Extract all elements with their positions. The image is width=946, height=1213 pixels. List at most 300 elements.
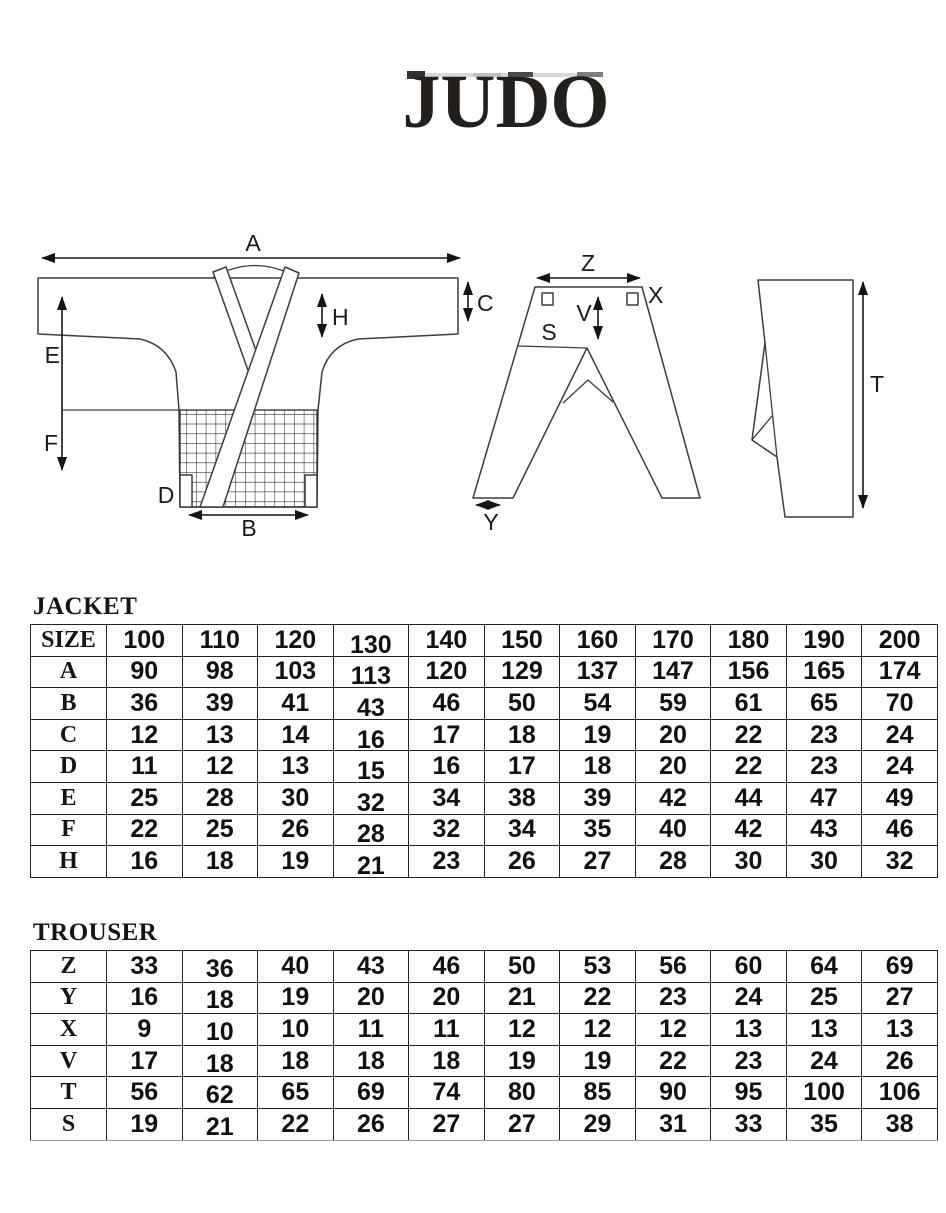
size-header-cell-text: 150 [501, 625, 543, 654]
jacket-value-cell-text: 16 [356, 725, 385, 754]
trouser-value-cell-text: 69 [356, 1078, 385, 1107]
trouser-value-cell [333, 1108, 409, 1140]
trouser-value-cell [258, 1014, 334, 1046]
trouser-value-cell [107, 1045, 183, 1077]
jacket-value-cell [258, 656, 334, 688]
trouser-value-cell-text: 33 [130, 951, 159, 980]
trouser-value-cell [484, 1108, 560, 1140]
jacket-value-cell-text: 59 [659, 688, 687, 717]
trouser-value-cell-text: 19 [508, 1046, 536, 1075]
jacket-value-cell [333, 814, 409, 849]
jacket-value-cell-text: 98 [205, 657, 234, 686]
trouser-value-cell-text: 80 [508, 1078, 536, 1107]
trouser-value-cell-text: 18 [205, 986, 234, 1015]
jacket-value-cell-text: 61 [734, 688, 763, 717]
trouser-value-cell-text: 19 [583, 1046, 612, 1075]
jacket-value-cell [182, 751, 258, 783]
trouser-value-cell-text: 38 [885, 1109, 914, 1138]
jacket-value-cell-text: 25 [130, 783, 159, 812]
dimension-label-B: B [241, 515, 257, 541]
trouser-side-diagram [752, 280, 884, 517]
trouser-value-cell-text: 11 [433, 1014, 460, 1043]
trouser-value-cell [258, 982, 334, 1014]
trouser-value-cell [409, 1014, 485, 1046]
trouser-value-cell [862, 1108, 938, 1140]
trouser-value-cell [107, 951, 183, 983]
dimension-label-S: S [541, 319, 557, 345]
trouser-value-cell-text: 69 [885, 951, 914, 980]
dimension-row-label [31, 814, 107, 846]
dimension-label-V: V [576, 300, 592, 326]
jacket-value-cell [635, 656, 711, 688]
trouser-value-cell [560, 951, 636, 983]
trouser-value-cell-text: 19 [130, 1109, 159, 1138]
size-header-cell-text: 200 [878, 625, 921, 654]
jacket-value-cell-text: 174 [878, 657, 921, 686]
jacket-value-cell-text: 147 [652, 657, 694, 686]
trouser-value-cell [258, 1077, 334, 1109]
jacket-value-cell-text: 15 [356, 757, 385, 786]
trouser-value-cell-text: 95 [734, 1078, 763, 1107]
jacket-value-cell [333, 846, 409, 878]
jacket-value-cell [182, 688, 258, 720]
size-header-cell-text: 180 [727, 625, 770, 654]
jacket-value-cell-text: 28 [205, 783, 234, 812]
jacket-value-cell [409, 656, 485, 688]
jacket-value-cell [711, 656, 787, 688]
trouser-value-cell-text: 13 [734, 1014, 763, 1043]
trouser-value-cell [107, 1077, 183, 1109]
dimension-row-label [31, 782, 107, 814]
trouser-value-cell-text: 18 [356, 1046, 385, 1075]
jacket-value-cell [182, 782, 258, 814]
trouser-size-table [30, 950, 938, 1141]
size-header-cell [182, 625, 258, 657]
trouser-value-cell-text: 20 [356, 983, 385, 1012]
jacket-value-cell [107, 814, 183, 846]
jacket-value-cell [409, 782, 485, 814]
trouser-value-cell-text: 10 [281, 1014, 310, 1043]
jacket-value-cell-text: 28 [356, 820, 385, 849]
jacket-value-cell-text: 90 [130, 657, 159, 686]
jacket-value-cell-text: 20 [659, 720, 687, 749]
jacket-value-cell [484, 719, 560, 751]
jacket-value-cell-text: 32 [356, 788, 385, 817]
jacket-value-cell-text: 26 [281, 815, 310, 844]
size-header-cell [786, 625, 862, 657]
dimension-row-label-text: X [59, 1015, 78, 1042]
jacket-value-cell-text: 19 [281, 846, 310, 875]
jacket-value-cell-text: 46 [885, 815, 914, 844]
size-header-label [31, 625, 107, 657]
jacket-vent-left [180, 475, 192, 507]
trouser-value-cell-text: 64 [810, 951, 838, 980]
jacket-value-cell [258, 782, 334, 814]
jacket-value-cell [635, 751, 711, 783]
jacket-vent-right [305, 475, 317, 507]
jacket-value-cell-text: 65 [810, 688, 838, 717]
trouser-value-cell [786, 1045, 862, 1077]
dimension-row-label-text: F [61, 816, 76, 843]
jacket-value-cell [862, 782, 938, 814]
jacket-value-cell [560, 814, 636, 846]
jacket-value-cell-text: 156 [727, 657, 770, 686]
jacket-value-cell [258, 846, 334, 878]
jacket-value-cell [862, 846, 938, 878]
trouser-value-cell-text: 10 [205, 1017, 234, 1046]
trouser-value-cell-text: 50 [508, 951, 536, 980]
jacket-value-cell [409, 814, 485, 846]
trouser-value-cell-text: 43 [356, 951, 385, 980]
jacket-value-cell [182, 814, 258, 846]
trouser-value-cell [258, 1045, 334, 1077]
jacket-value-cell [711, 782, 787, 814]
trouser-value-cell [182, 951, 258, 983]
size-header-cell [560, 625, 636, 657]
jacket-value-cell [484, 782, 560, 814]
size-header-cell [258, 625, 334, 657]
jacket-value-cell [635, 688, 711, 720]
dimension-row-label [31, 1014, 107, 1046]
trouser-value-cell-text: 22 [281, 1109, 310, 1138]
trouser-value-cell-text: 33 [734, 1109, 763, 1138]
trouser-value-cell [258, 951, 334, 983]
trouser-value-cell [560, 982, 636, 1014]
trouser-value-cell-text: 18 [281, 1046, 310, 1075]
jacket-value-cell-text: 120 [425, 657, 468, 686]
jacket-value-cell-text: 36 [130, 688, 159, 717]
trouser-value-cell-text: 74 [432, 1078, 461, 1107]
size-header-cell [107, 625, 183, 657]
jacket-value-cell-text: 13 [281, 752, 310, 781]
size-header-label-text: SIZE [41, 626, 96, 653]
trouser-value-cell-text: 27 [508, 1109, 536, 1138]
trouser-value-cell-text: 100 [803, 1078, 845, 1107]
trouser-value-cell [711, 1077, 787, 1109]
jacket-value-cell-text: 43 [356, 693, 385, 722]
trouser-value-cell-text: 35 [810, 1109, 838, 1138]
jacket-value-cell-text: 113 [350, 662, 392, 691]
trouser-value-cell-text: 18 [205, 1049, 234, 1078]
jacket-value-cell-text: 22 [734, 752, 763, 781]
jacket-section-heading: JACKET [33, 593, 138, 620]
jacket-value-cell-text: 11 [131, 752, 158, 781]
trouser-value-cell-text: 24 [734, 983, 763, 1012]
trouser-value-cell-text: 36 [205, 954, 234, 983]
jacket-value-cell [333, 751, 409, 786]
trouser-value-cell [862, 1014, 938, 1046]
jacket-value-cell [333, 782, 409, 817]
jacket-value-cell [560, 719, 636, 751]
jacket-value-cell [107, 782, 183, 814]
trouser-value-cell [560, 1045, 636, 1077]
trouser-value-cell [484, 1077, 560, 1109]
trouser-value-cell [635, 951, 711, 983]
dimension-label-E: E [44, 342, 60, 368]
jacket-value-cell [258, 814, 334, 846]
jacket-value-cell-text: 24 [885, 720, 914, 749]
trouser-value-cell-text: 9 [137, 1014, 152, 1043]
trouser-value-cell [333, 1077, 409, 1109]
jacket-value-cell [862, 656, 938, 688]
jacket-value-cell-text: 23 [810, 720, 838, 749]
jacket-value-cell-text: 16 [130, 846, 159, 875]
dimension-row-label-text: S [61, 1110, 76, 1137]
trouser-value-cell-text: 21 [205, 1112, 234, 1141]
trouser-value-cell [560, 1077, 636, 1109]
jacket-value-cell [182, 846, 258, 878]
trouser-value-cell [409, 1045, 485, 1077]
jacket-diagram [38, 230, 494, 541]
size-header-cell-text: 140 [425, 625, 468, 654]
jacket-value-cell [786, 814, 862, 846]
trouser-value-cell-text: 90 [659, 1078, 687, 1107]
dimension-label-Y: Y [483, 509, 499, 535]
dimension-row-label-text: Y [59, 984, 78, 1011]
trouser-value-cell-text: 21 [508, 983, 536, 1012]
dimension-row-label-text: B [60, 689, 77, 716]
jacket-value-cell [333, 688, 409, 720]
trouser-value-cell [635, 1045, 711, 1077]
trouser-value-cell-text: 65 [281, 1078, 310, 1107]
jacket-value-cell [484, 846, 560, 878]
jacket-value-cell [635, 814, 711, 846]
jacket-value-cell [786, 656, 862, 688]
trouser-value-cell [786, 1108, 862, 1140]
trouser-value-cell [635, 1014, 711, 1046]
trouser-value-cell [333, 1045, 409, 1077]
trouser-value-cell-text: 24 [810, 1046, 838, 1075]
jacket-value-cell-text: 14 [281, 720, 310, 749]
jacket-value-cell [786, 751, 862, 783]
trouser-value-cell-text: 25 [810, 983, 838, 1012]
size-header-cell [711, 625, 787, 657]
jacket-value-cell [786, 688, 862, 720]
jacket-value-cell [409, 751, 485, 783]
size-header-cell-text: 190 [803, 625, 845, 654]
jacket-value-cell-text: 35 [583, 815, 612, 844]
trouser-value-cell-text: 12 [659, 1014, 687, 1043]
trouser-value-cell-text: 23 [659, 983, 687, 1012]
trouser-value-cell [484, 1014, 560, 1046]
jacket-value-cell [786, 719, 862, 751]
dimension-row-label-text: E [60, 784, 77, 811]
jacket-value-cell [635, 782, 711, 814]
trouser-value-cell-text: 31 [659, 1109, 687, 1138]
trouser-value-cell-text: 60 [734, 951, 763, 980]
jacket-value-cell [107, 751, 183, 783]
trouser-value-cell-text: 40 [281, 951, 310, 980]
jacket-value-cell [635, 846, 711, 878]
trouser-value-cell [862, 982, 938, 1014]
dimension-row-label [31, 1108, 107, 1140]
dimension-row-label-text: H [59, 847, 78, 874]
trouser-value-cell [107, 982, 183, 1014]
jacket-value-cell [484, 814, 560, 846]
trouser-value-cell-text: 16 [130, 983, 159, 1012]
jacket-value-cell-text: 18 [508, 720, 536, 749]
trouser-value-cell [711, 951, 787, 983]
jacket-value-cell [560, 688, 636, 720]
trouser-value-cell-text: 26 [356, 1109, 385, 1138]
jacket-value-cell [484, 751, 560, 783]
trouser-value-cell [560, 1014, 636, 1046]
jacket-value-cell [258, 688, 334, 720]
jacket-value-cell-text: 17 [432, 720, 461, 749]
jacket-value-cell-text: 39 [583, 783, 612, 812]
jacket-value-cell [333, 656, 409, 691]
jacket-value-cell-text: 137 [576, 657, 619, 686]
jacket-value-cell [484, 688, 560, 720]
jacket-value-cell [409, 846, 485, 878]
jacket-value-cell-text: 42 [734, 815, 763, 844]
trouser-value-cell [560, 1108, 636, 1140]
trouser-value-cell-text: 85 [583, 1078, 612, 1107]
jacket-value-cell-text: 24 [885, 752, 914, 781]
jacket-value-cell [560, 846, 636, 878]
size-header-cell [484, 625, 560, 657]
trouser-value-cell [107, 1108, 183, 1140]
trouser-value-cell-text: 56 [130, 1078, 159, 1107]
trouser-section-heading: TROUSER [33, 919, 158, 946]
size-header-cell [409, 625, 485, 657]
trouser-value-cell [107, 1014, 183, 1046]
size-header-cell-text: 130 [350, 630, 392, 659]
jacket-value-cell [560, 751, 636, 783]
trouser-value-cell-text: 12 [583, 1014, 612, 1043]
jacket-value-cell-text: 43 [810, 815, 838, 844]
jacket-value-cell-text: 26 [508, 846, 536, 875]
size-header-cell-text: 160 [576, 625, 619, 654]
trouser-value-cell [409, 982, 485, 1014]
dimension-label-X: X [648, 282, 664, 308]
jacket-value-cell [258, 719, 334, 751]
jacket-value-cell [786, 782, 862, 814]
trouser-value-cell-text: 11 [357, 1014, 385, 1043]
jacket-value-cell-text: 21 [356, 851, 385, 880]
trouser-value-cell [786, 982, 862, 1014]
jacket-value-cell [711, 814, 787, 846]
size-header-cell [862, 625, 938, 657]
dimension-row-label [31, 719, 107, 751]
jacket-value-cell-text: 70 [885, 688, 914, 717]
jacket-value-cell [258, 751, 334, 783]
jacket-value-cell-text: 23 [810, 752, 838, 781]
jacket-value-cell-text: 13 [205, 720, 234, 749]
trouser-value-cell-text: 56 [659, 951, 687, 980]
jacket-value-cell-text: 22 [734, 720, 763, 749]
trouser-value-cell [862, 1045, 938, 1077]
jacket-value-cell-text: 129 [501, 657, 543, 686]
jacket-value-cell [560, 656, 636, 688]
dimension-label-F: F [43, 430, 58, 456]
trouser-value-cell [711, 982, 787, 1014]
trouser-value-cell [484, 1045, 560, 1077]
trouser-value-cell [409, 1077, 485, 1109]
size-header-cell-text: 170 [652, 625, 694, 654]
jacket-value-cell [786, 846, 862, 878]
jacket-value-cell-text: 38 [508, 783, 536, 812]
trouser-value-cell [182, 1045, 258, 1077]
side-leg-outline [752, 280, 853, 517]
dimension-row-label [31, 982, 107, 1014]
dimension-row-label-text: C [59, 721, 78, 748]
trouser-value-cell [862, 951, 938, 983]
jacket-value-cell [862, 814, 938, 846]
trouser-value-cell [409, 951, 485, 983]
jacket-value-cell [107, 719, 183, 751]
trouser-value-cell [182, 1014, 258, 1046]
trouser-value-cell-text: 22 [583, 983, 612, 1012]
jacket-value-cell [560, 782, 636, 814]
jacket-value-cell-text: 103 [274, 657, 317, 686]
jacket-value-cell-text: 34 [432, 783, 461, 812]
jacket-value-cell-text: 25 [205, 815, 234, 844]
dimension-label-T: T [870, 371, 885, 397]
jacket-value-cell-text: 39 [205, 688, 234, 717]
trouser-value-cell-text: 17 [130, 1046, 159, 1075]
trouser-value-cell-text: 106 [878, 1078, 921, 1107]
trouser-value-cell [786, 951, 862, 983]
jacket-value-cell-text: 12 [130, 720, 159, 749]
trouser-value-cell-text: 20 [432, 983, 461, 1012]
trouser-value-cell [635, 1108, 711, 1140]
jacket-value-cell-text: 23 [432, 846, 461, 875]
garment-diagrams [0, 220, 946, 560]
jacket-value-cell-text: 30 [810, 846, 838, 875]
dimension-label-C: C [477, 290, 494, 316]
trouser-value-cell [711, 1108, 787, 1140]
dimension-row-label [31, 751, 107, 783]
trousers-front-diagram [473, 250, 700, 535]
jacket-value-cell [107, 688, 183, 720]
dimension-row-label-text: Z [60, 952, 77, 979]
trouser-value-cell-text: 13 [810, 1014, 838, 1043]
trouser-value-cell [409, 1108, 485, 1140]
jacket-value-cell-text: 18 [583, 752, 612, 781]
jacket-value-cell-text: 12 [205, 752, 234, 781]
size-header-cell-text: 120 [274, 625, 317, 654]
trouser-value-cell-text: 62 [205, 1081, 234, 1110]
trouser-value-cell-text: 23 [734, 1046, 763, 1075]
dimension-row-label [31, 951, 107, 983]
trouser-value-cell [786, 1077, 862, 1109]
jacket-value-cell-text: 165 [803, 657, 845, 686]
jacket-value-cell [409, 688, 485, 720]
jacket-value-cell-text: 44 [734, 783, 763, 812]
page-title: JUDO [402, 60, 610, 144]
jacket-value-cell-text: 49 [885, 783, 914, 812]
belt-loop-left [542, 293, 553, 305]
jacket-value-cell [333, 719, 409, 754]
jacket-value-cell [711, 688, 787, 720]
jacket-value-cell [862, 688, 938, 720]
dimension-label-D: D [157, 482, 175, 508]
trouser-value-cell [711, 1045, 787, 1077]
jacket-value-cell-text: 42 [659, 783, 687, 812]
jacket-value-cell-text: 32 [885, 846, 914, 875]
jacket-value-cell [711, 751, 787, 783]
trouser-value-cell-text: 19 [281, 983, 310, 1012]
size-header-cell [333, 625, 409, 657]
jacket-value-cell-text: 41 [281, 688, 310, 717]
jacket-value-cell-text: 18 [205, 846, 234, 875]
size-header-cell [635, 625, 711, 657]
jacket-value-cell [182, 719, 258, 751]
trouser-value-cell-text: 27 [885, 983, 914, 1012]
dimension-row-label [31, 1045, 107, 1077]
trouser-value-cell-text: 27 [432, 1109, 461, 1138]
